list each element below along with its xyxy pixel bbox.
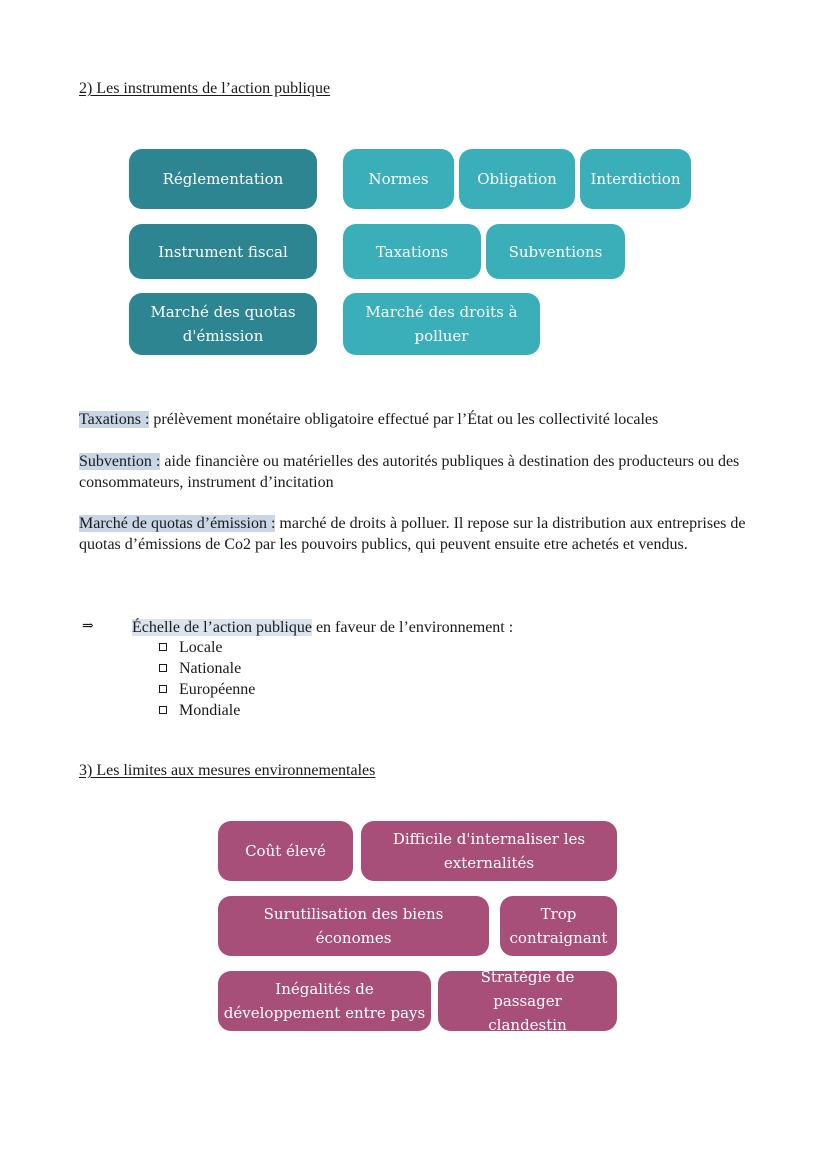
box-taxations: Taxations <box>343 224 481 279</box>
definition-term: Subvention : <box>79 453 161 470</box>
square-bullet-icon <box>159 685 167 693</box>
box-interdiction: Interdiction <box>580 149 691 209</box>
box-obligation: Obligation <box>459 149 575 209</box>
definition-taxations <box>79 409 759 430</box>
box-normes: Normes <box>343 149 454 209</box>
box-marche-quotas: Marché des quotas d'émission <box>129 293 317 355</box>
box-instrument-fiscal: Instrument fiscal <box>129 224 317 279</box>
box-surutilisation: Surutilisation des biens économes <box>218 896 489 956</box>
definition-subvention <box>79 451 759 493</box>
square-bullet-icon <box>159 664 167 672</box>
box-cout-eleve: Coût élevé <box>218 821 353 881</box>
scale-term: Échelle de l’action publique <box>132 619 312 636</box>
arrow-icon: ⇒ <box>82 619 94 634</box>
section3-heading: 3) Les limites aux mesures environnementales <box>79 762 376 779</box>
box-trop-contraignant: Trop contraignant <box>500 896 617 956</box>
section2-heading: 2) Les instruments de l’action publique <box>79 80 331 97</box>
definition-text: aide financière ou matérielles des autorités publiques à destination des producteurs ou des consommateurs, instrument d’incitation <box>79 453 740 491</box>
square-bullet-icon <box>159 706 167 714</box>
scale-heading <box>132 617 513 638</box>
list-item: Mondiale <box>159 700 255 721</box>
definition-term: Marché de quotas d’émission : <box>79 515 276 532</box>
box-inegalites: Inégalités de développement entre pays <box>218 971 431 1031</box>
definition-text: marché de droits à polluer. Il repose sur la distribution aux entreprises de quotas d’émissions de Co2 par les pouvoirs publics, qui peuvent ensuite etre achetés et vendus. <box>79 515 746 553</box>
list-item: Nationale <box>159 658 255 679</box>
box-difficile-internaliser: Difficile d'internaliser les externalités <box>361 821 617 881</box>
list-item: Locale <box>159 637 255 658</box>
box-subventions: Subventions <box>486 224 625 279</box>
scale-text: en faveur de l’environnement : <box>311 619 514 636</box>
definition-term: Taxations : <box>79 411 150 428</box>
list-item: Européenne <box>159 679 255 700</box>
box-marche-droits: Marché des droits à polluer <box>343 293 540 355</box>
scale-list <box>159 637 255 721</box>
definition-marche-quotas <box>79 513 759 555</box>
definition-text: prélèvement monétaire obligatoire effectué par l’État ou les collectivité locales <box>149 411 659 428</box>
box-passager-clandestin: Stratégie de passager clandestin <box>438 971 617 1031</box>
box-reglementation: Réglementation <box>129 149 317 209</box>
square-bullet-icon <box>159 643 167 651</box>
